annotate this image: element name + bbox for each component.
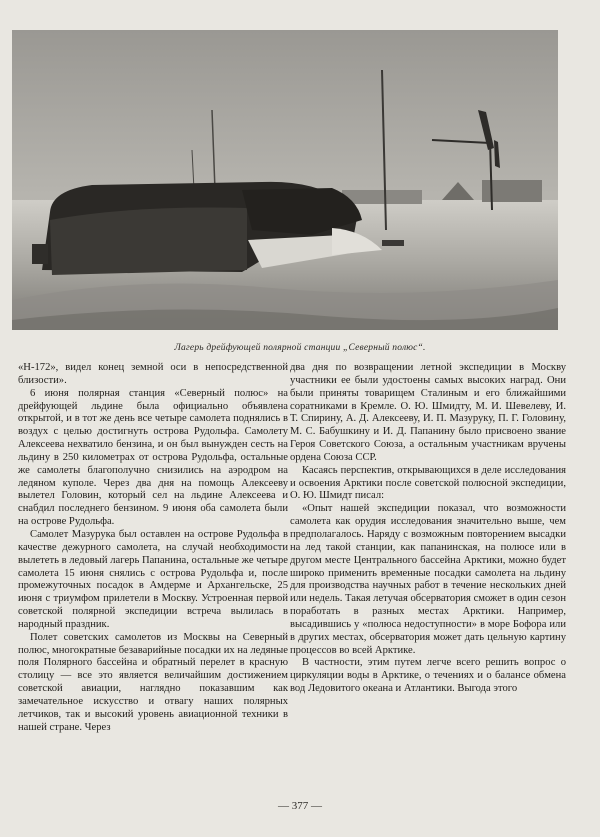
left-column (18, 362, 288, 734)
photo-caption: Лагерь дрейфующей полярной станции „Северный полюс“. (174, 343, 426, 353)
quote-paragraph: «Опыт нашей экспедиции показал, что возможности самолета как орудия исследования значительно выше, чем предполагалось. Наряду с возможным повторением высадки на лед такой станции, как папанинская, на полюсе или в другом месте Центрального бассейна Арктики, можно будет широко применить временные посадки самолета на льдину для производства научных работ в течение нескольких дней или недель. Такая летучая обсерватория сможет в один сезон поработать в разных местах Арктики. Например, высадившись у «полюса недоступности» в море Бофора или в других местах, обсерватория может дать цельную картину процессов во всей Арктике. (290, 503, 566, 656)
paragraph: В частности, этим путем легче всего решить вопрос о циркуляции воды в Арктике, о течениях и о балансе обмена вод Ледовитого океана и Атлантики. Выгода этого (290, 657, 566, 695)
page-number: — 377 — (278, 800, 322, 812)
camp-photo-image (12, 30, 558, 330)
paragraph: «Н-172», видел конец земной оси в непосредственной близости». (18, 362, 288, 386)
photo-drifting-station-camp (12, 30, 558, 330)
paragraph: Касаясь перспектив, открывающихся в деле исследования и освоения Арктики после советской полюсной экспедиции, О. Ю. Шмидт писал: (290, 464, 566, 502)
paragraph: Полет советских самолетов из Москвы на Северный полюс, многократные безаварийные посадки их на ледяные поля Полярного бассейна и обратный перелет в красную столицу — все это является величайшим достижением советской авиации, наглядно показавшим как замечательное искусство и отвагу наших полярных летчиков, так и высокий уровень авиационной техники в нашей стране. Через (18, 631, 288, 733)
right-column (290, 362, 566, 696)
paragraph: 6 июня полярная станция «Северный полюс» на дрейфующей льдине была официально объявлена открытой, и в тот же день все четыре самолета поднялись в воздух с целью достигнуть острова Рудольфа. Самолету Алексеева нехватило бензина, и он был вынужден сесть на льдину в 250 километрах от острова Рудольфа, остальные же самолеты благополучно снизились на аэродром на ледяном куполе. Через два дня на помощь Алексееву вылетел Головин, который сел на льдине Алексеева и снабдил последнего бензином. 9 июня оба самолета были на острове Рудольфа. (18, 387, 288, 528)
paragraph: Самолет Мазурука был оставлен на острове Рудольфа в качестве дежурного самолета, на случай необходимости вылететь в ледовый лагерь Папанина, остальные же четыре самолета 15 июня снялись с острова Рудольфа и, после промежуточных посадок в Амдерме и Архангельске, 25 июня с триумфом прилетели в Москву. Устроенная первой советской полярной экспедиции встреча вылилась в народный праздник. (18, 528, 288, 630)
paragraph: два дня по возвращении летной экспедиции в Москву участники ее были удостоены самых высоких наград. Они были приняты товарищем Сталиным и его ближайшими соратниками в Кремле. О. Ю. Шмидту, М. И. Шевелеву, И. Т. Спирину, А. Д. Алексееву, И. П. Мазуруку, П. Г. Головину, М. С. Бабушкину и И. Д. Папанину было присвоено звание Героя Советского Союза, а остальным участникам вручены ордена Союза ССР. (290, 362, 566, 463)
